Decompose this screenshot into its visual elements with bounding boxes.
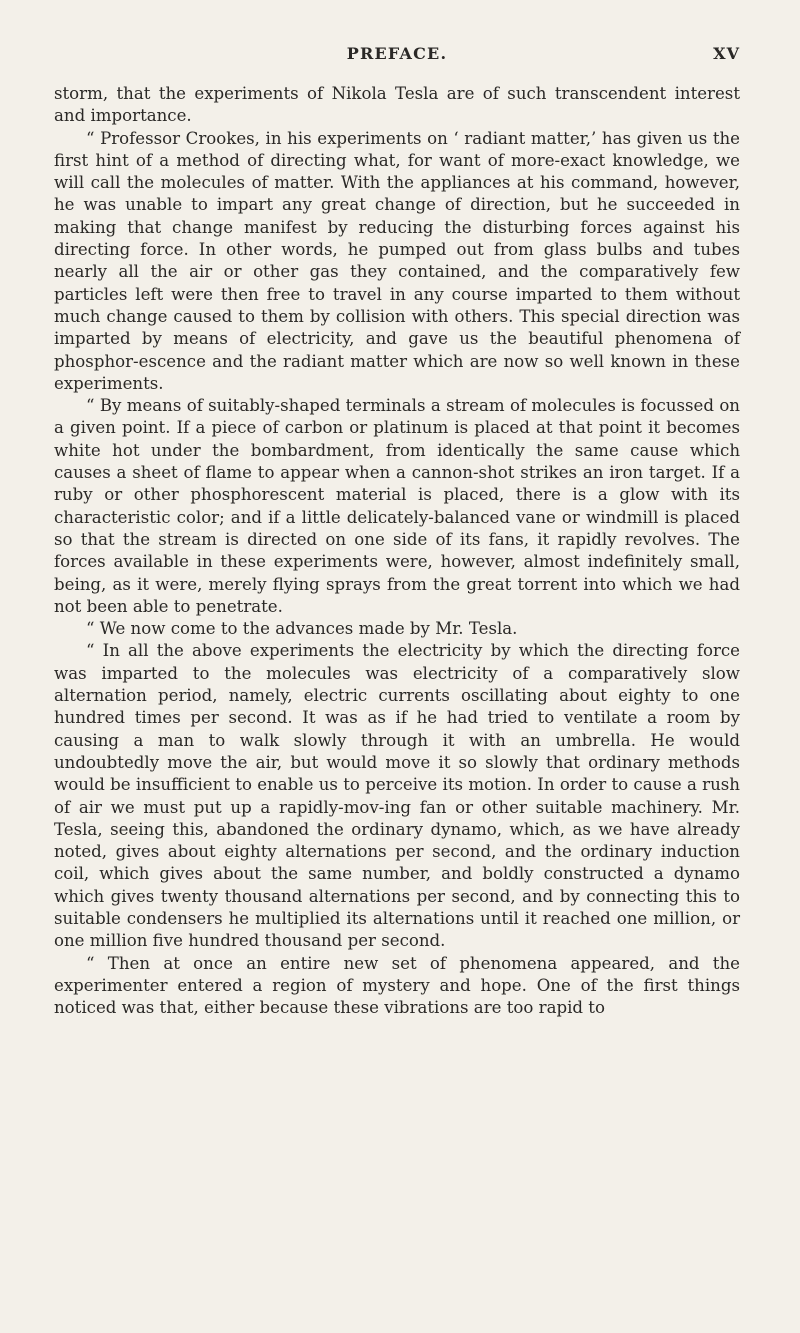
paragraph-continuation: storm, that the experiments of Nikola Tesla are of such transcendent interest and importance. (54, 84, 740, 126)
paragraph-phenomena: “ Then at once an entire new set of phenomena appeared, and the experimenter entered a region of mystery and hope. One of the first things noticed was that, either because these vibrations are too rapid to (54, 953, 740, 1018)
running-title: PREFACE. (346, 44, 448, 63)
page-number: XV (713, 44, 740, 63)
paragraph-advances: “ We now come to the advances made by Mr. Tesla. (86, 619, 518, 639)
paragraph-alternation: “ In all the above experiments the electricity by which the directing force was imparted to the molecules was electricity of a comparatively slow alternation period, namely, electric currents oscillating about eighty to one hundred times per second. It was as if he had tried to ventilate a room by causing a man to walk slowly through it with an umbrella. He would undoubtedly move the air, but would move it so slowly that ordinary methods would be insufficient to enable us to perceive its motion. In order to cause a rush of air we must put up a rapidly-mov-ing fan or other suitable machinery. Mr. Tesla, seeing this, abandoned the ordinary dynamo, which, as we have already noted, gives about eighty alternations per second, and the ordinary induction coil, which gives about the same number, and boldly constructed a dynamo which gives twenty thousand alternations per second, and by connecting this to suitable condensers he multiplied its alternations until it reached one million, or one million five hundred thousand per second. (54, 641, 740, 951)
paragraph-crookes: “ Professor Crookes, in his experiments on ‘ radiant matter,’ has given us the first hint of a method of directing what, for want of more-exact knowledge, we will call the molecules of matter. With the appliances at his command, however, he was unable to impart any great change of direction, but he succeeded in making that change manifest by reducing the disturbing forces against his directing force. In other words, he pumped out from glass bulbs and tubes nearly all the air or other gas they contained, and the comparatively few particles left were then free to travel in any course imparted to them without much change caused to them by collision with others. This special direction was imparted by means of electricity, and gave us the beautiful phenomena of phosphor-escence and the radiant matter which are now so well known in these experiments. (54, 128, 740, 393)
paragraph-terminals: “ By means of suitably-shaped terminals a stream of molecules is focussed on a given point. If a piece of carbon or platinum is placed at that point it becomes white hot under the bombardment, from identically the same cause which causes a sheet of flame to appear when a cannon-shot strikes an iron target. If a ruby or other phosphorescent material is placed, there is a glow with its characteristic color; and if a little delicately-balanced vane or windmill is placed so that the stream is directed on one side of its fans, it rapidly revolves. The forces available in these experiments were, however, almost indefinitely small, being, as it were, merely flying sprays from the great torrent into which we had not been able to penetrate. (54, 396, 740, 616)
running-head (54, 44, 740, 68)
body-text (54, 83, 740, 1019)
